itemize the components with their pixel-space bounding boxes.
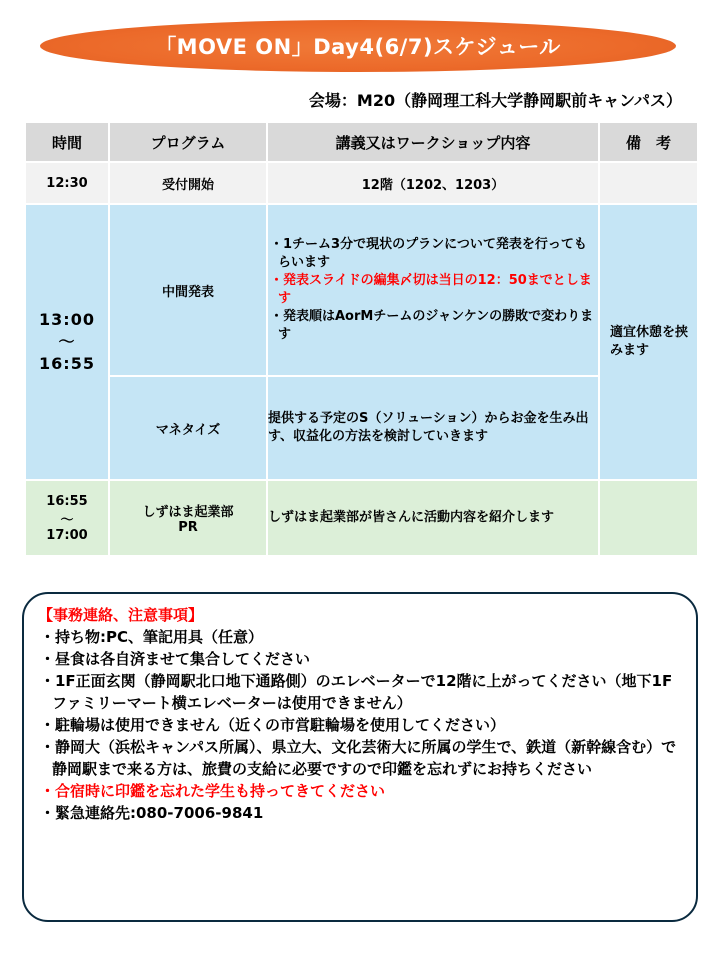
header-program: プログラム [109,122,267,162]
table-header-row [25,122,698,162]
notice-item: ・静岡大（浜松キャンパス所属）、県立大、文化芸術大に所属の学生で、鉄道（新幹線含む）で静岡駅まで来る方は、旅費の支給に必要ですので印鑑を忘れずにお持ちください [40,738,677,778]
notice-item: ・持ち物:PC、筆記用具（任意） [40,628,264,646]
block-time-end: 16:55 [39,354,95,373]
emergency-contact: ・緊急連絡先:080-7006-9841 [40,804,264,822]
shizuhama-program-line1: しずはま起業部 [142,505,234,520]
notice-item: ・駐輪場は使用できません（近くの市営駐輪場を使用してください） [40,716,506,734]
table-row-midterm [25,204,698,376]
block-time-tilde: ～ [58,332,76,351]
header-content: 講義又はワークショップ内容 [267,122,599,162]
midterm-bullet: ・発表順はAorMチームのジャンケンの勝敗で変わります [270,309,594,342]
venue-label: 会場：M20（静岡理工科大学静岡駅前キャンパス） [308,91,682,110]
notice-box [22,592,698,922]
midterm-bullets [268,236,598,344]
table-row-shizuhama [25,480,698,556]
shizuhama-time-tilde: ～ [60,512,74,528]
shizuhama-time [25,480,109,556]
shizuhama-notes [599,480,698,556]
block-time-start: 13:00 [39,310,95,329]
notice-list [38,626,682,780]
shizuhama-program [109,480,267,556]
block-time [25,204,109,480]
notice-red-item: ・合宿時に印鑑を忘れた学生も持ってきてください [40,782,386,800]
notice-item: ・1F正面玄関（静岡駅北口地下通路側）のエレベーターで12階に上がってください（地下1Fファミリーマート横エレベーターは使用できません） [40,672,673,712]
reception-time: 12:30 [25,162,109,204]
midterm-bullet: ・1チーム3分で現状のプランについて発表を行ってもらいます [270,237,587,270]
shizuhama-time-start: 16:55 [46,493,88,509]
header-time: 時間 [25,122,109,162]
table-row-monetize [25,376,698,480]
page-title: 「MOVE ON」Day4(6/7)スケジュール [155,35,561,59]
reception-content: 12階（1202、1203） [267,162,599,204]
monetize-program: マネタイズ [109,376,267,480]
shizuhama-content: しずはま起業部が皆さんに活動内容を紹介します [267,480,599,556]
midterm-content [267,204,599,376]
header-notes: 備 考 [599,122,698,162]
notice-heading: 【事務連絡、注意事項】 [38,606,204,624]
reception-program: 受付開始 [109,162,267,204]
midterm-program: 中間発表 [109,204,267,376]
title-banner [40,20,676,72]
shizuhama-program-line2: PR [178,520,198,535]
notice-item: ・昼食は各自済ませて集合してください [40,650,311,668]
table-row-reception [25,162,698,204]
shizuhama-time-end: 17:00 [46,527,88,543]
midterm-bullet: ・発表スライドの編集〆切は当日の12：50までとします [270,273,592,306]
schedule-table [24,121,699,557]
reception-notes [599,162,698,204]
midterm-note: 適宜休憩を挟みます [599,204,698,480]
monetize-content: 提供する予定のS（ソリューション）からお金を生み出す、収益化の方法を検討していきます [267,376,599,480]
